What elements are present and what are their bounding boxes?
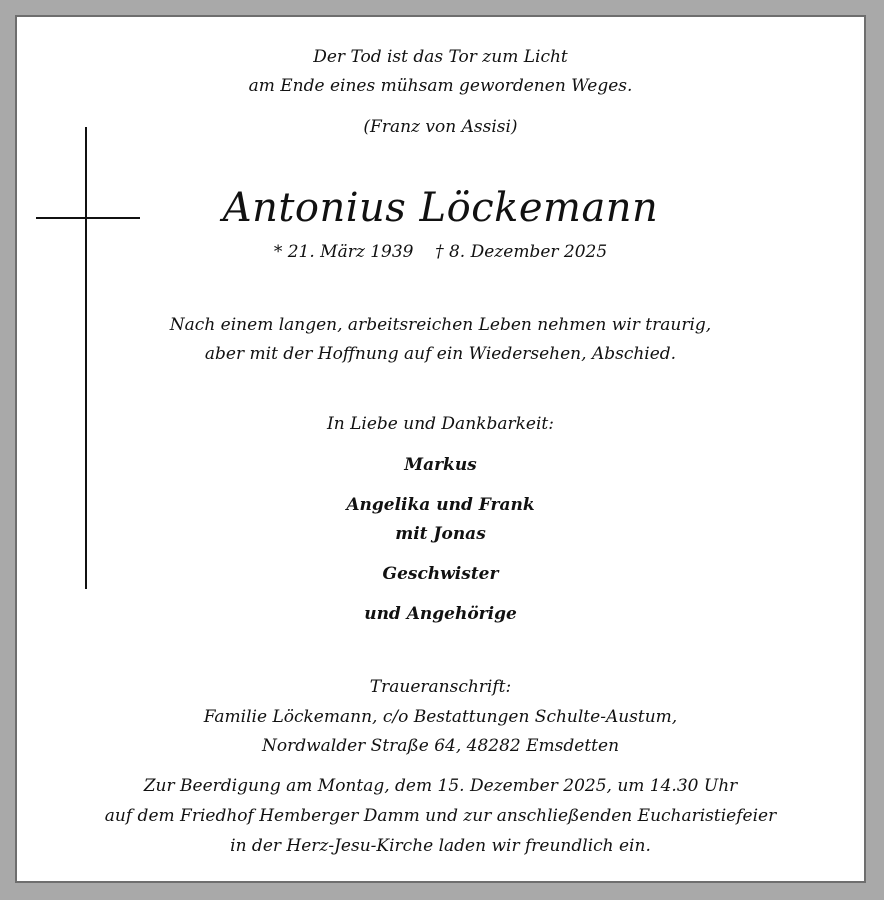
message-line-2: aber mit der Hoffnung auf ein Wiedersehen, Abschied. <box>204 344 677 364</box>
mourner-name: Angelika und Frank <box>346 495 535 515</box>
funeral-line-3: in der Herz-Jesu-Kirche laden wir freundlich ein. <box>230 836 651 856</box>
mourner-name: mit Jonas <box>395 524 486 544</box>
address-line-2: Nordwalder Straße 64, 48282 Emsdetten <box>261 736 620 756</box>
message-line-1: Nach einem langen, arbeitsreichen Leben nehmen wir traurig, <box>169 315 712 335</box>
quote-author: (Franz von Assisi) <box>363 117 518 137</box>
funeral-line-2: auf dem Friedhof Hemberger Damm und zur anschließenden Eucharistiefeier <box>104 806 777 826</box>
mourner-name: und Angehörige <box>364 604 517 624</box>
deceased-dates: * 21. März 1939 † 8. Dezember 2025 <box>273 242 608 262</box>
deceased-name: Antonius Löckemann <box>222 185 659 231</box>
obituary-card <box>15 15 866 883</box>
mourner-name: Geschwister <box>382 564 499 584</box>
address-label: Traueranschrift: <box>369 677 512 697</box>
mourners-intro: In Liebe und Dankbarkeit: <box>327 414 554 434</box>
funeral-line-1: Zur Beerdigung am Montag, dem 15. Dezember 2025, um 14.30 Uhr <box>143 776 738 796</box>
address-line-1: Familie Löckemann, c/o Bestattungen Schulte-Austum, <box>203 707 678 727</box>
mourner-name: Markus <box>404 455 477 475</box>
quote-line-1: Der Tod ist das Tor zum Licht <box>313 47 568 67</box>
quote-line-2: am Ende eines mühsam gewordenen Weges. <box>248 76 633 96</box>
